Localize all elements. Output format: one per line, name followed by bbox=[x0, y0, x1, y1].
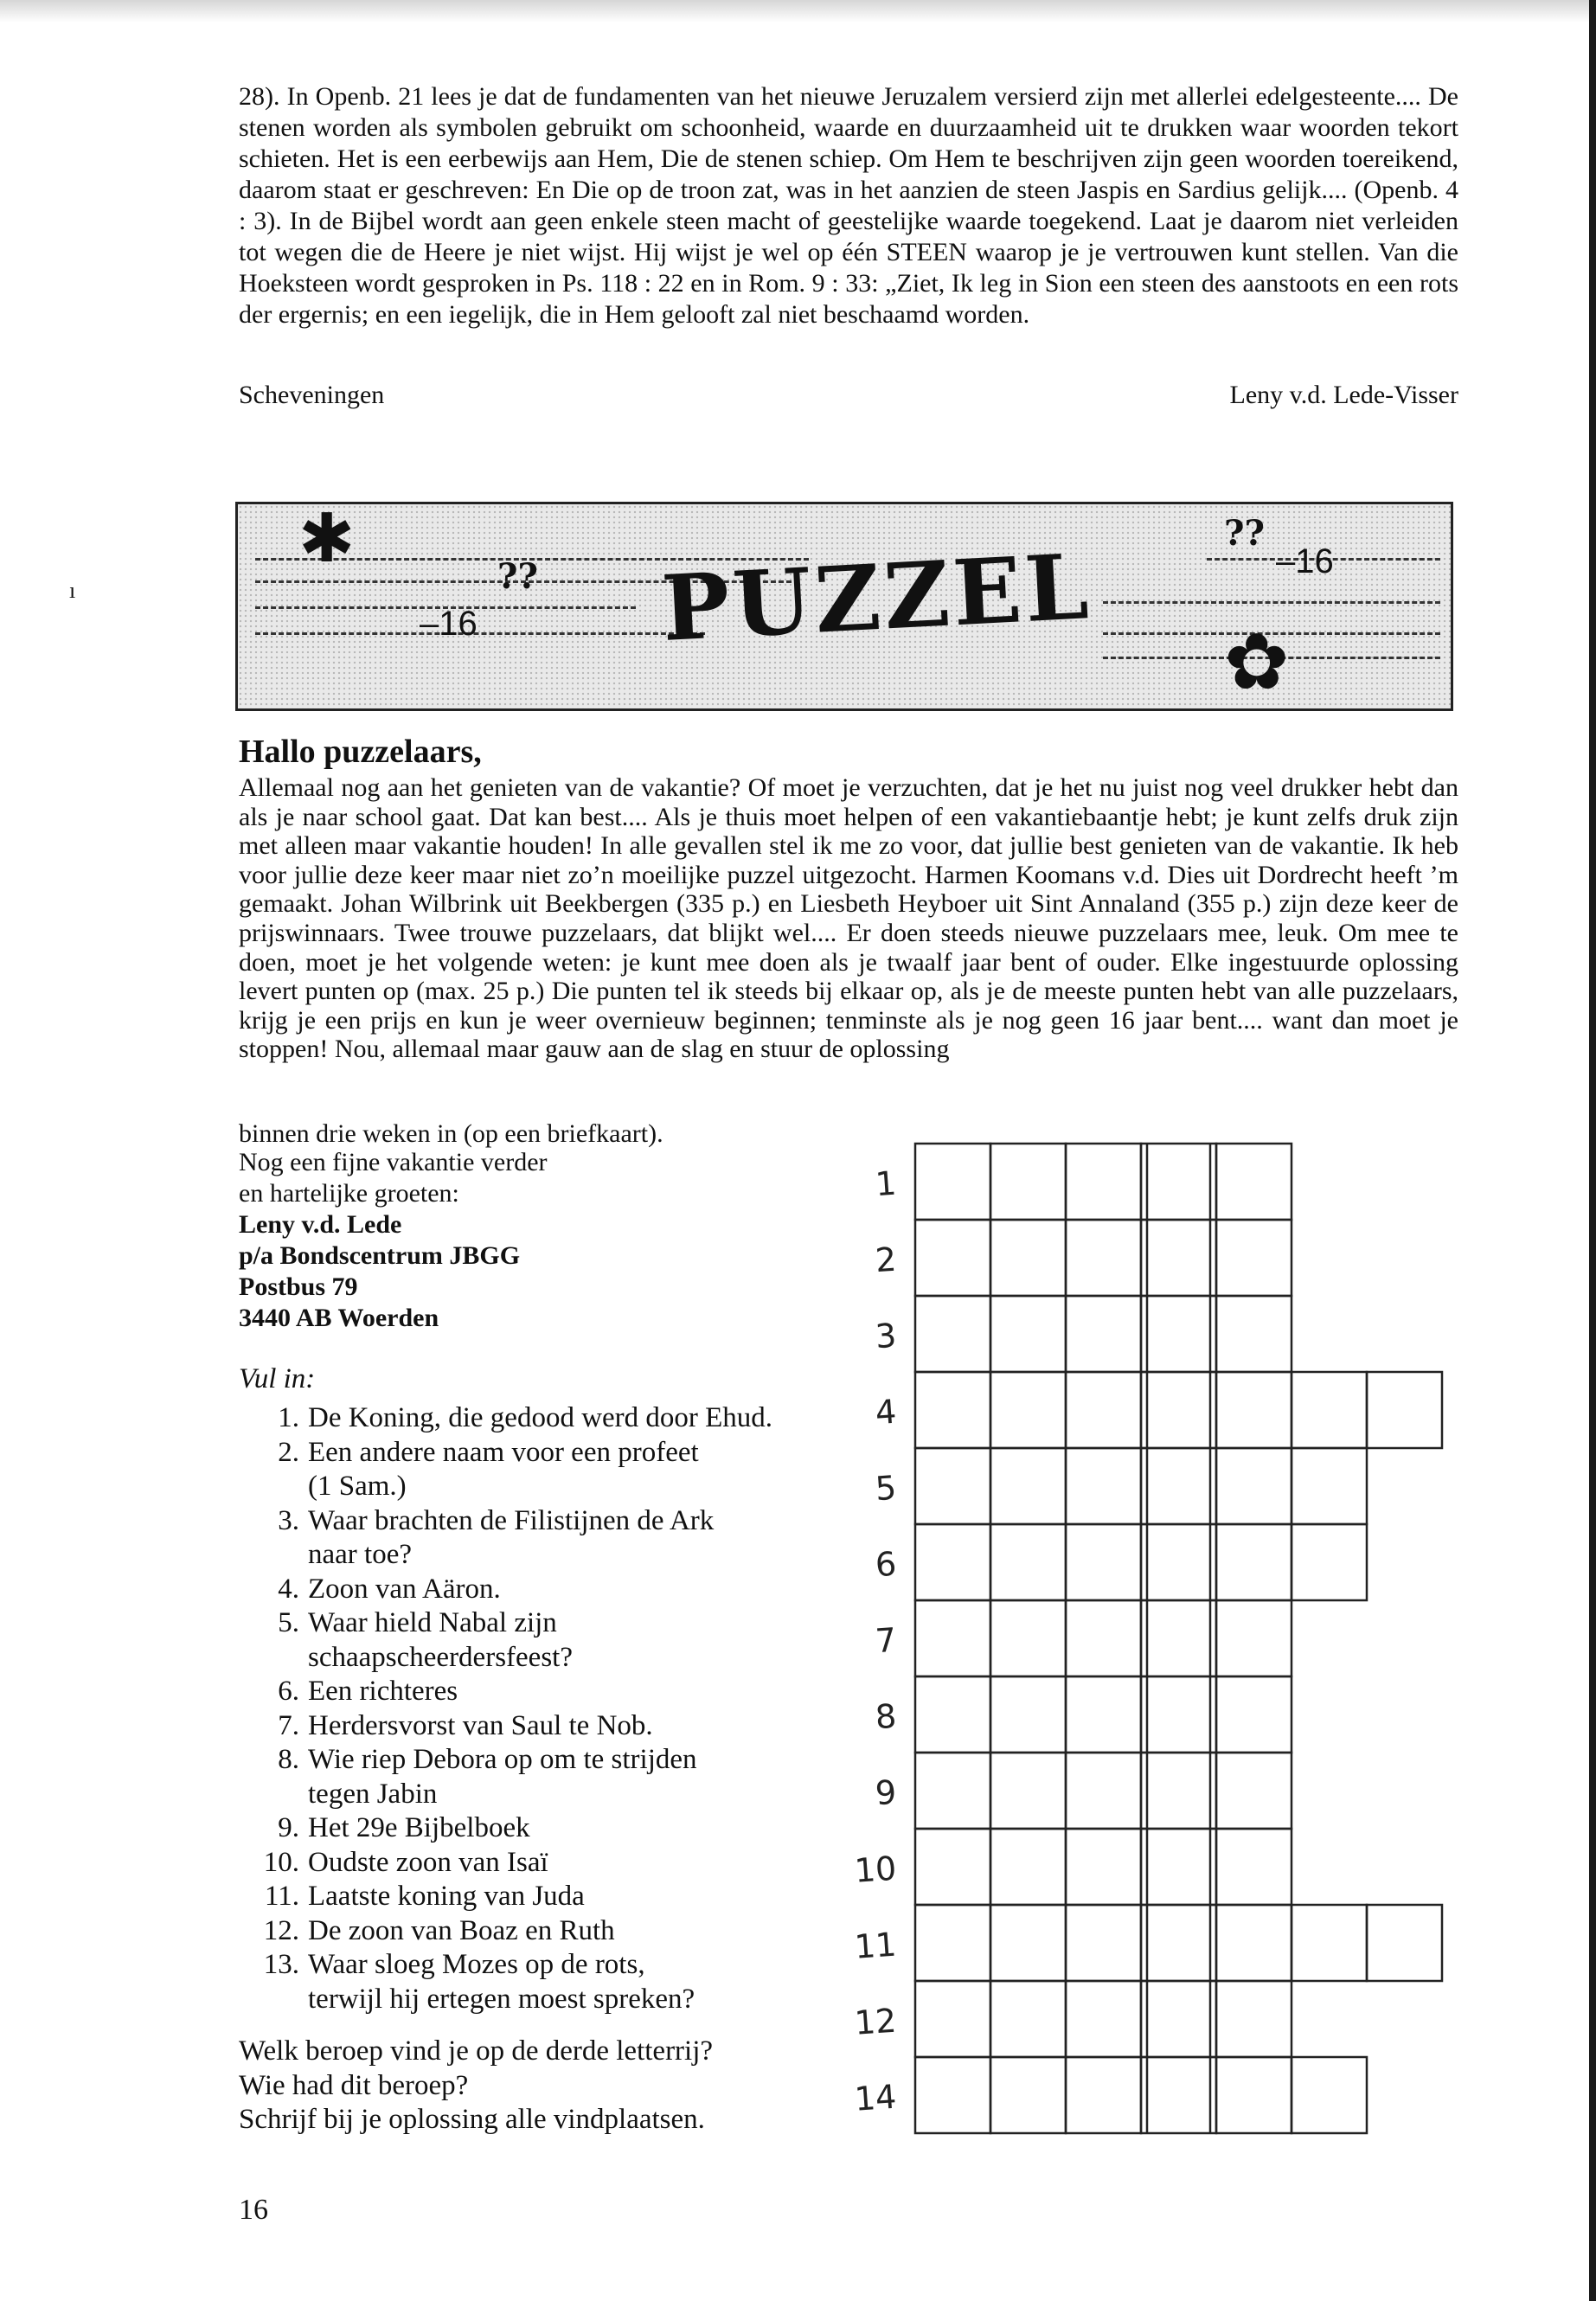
grid-cell bbox=[1141, 1905, 1216, 1981]
row-label: 8 bbox=[874, 1696, 898, 1737]
intro-paragraph: 28). In Openb. 21 lees je dat de fundamenten van het nieuwe Jeruzalem versierd zijn met allerlei edelgesteente.... De stenen worden als symbolen gebruikt om schoonheid, waarde en duurzaamheid uit te drukken waar woorden tekort schieten. Het is een eerbewijs aan Hem, Die de stenen schiep. Om Hem te beschrijven zijn geen woorden toereikend, daarom staat er geschreven: En Die op de troon zat, was in het aanzien de steen Jaspis en Sardius gelijk.... (Openb. 4 : 3). In de Bijbel wordt aan geen enkele steen macht of geestelijke waarde toegekend. Laat je daarom niet verleiden tot wegen die de Heere je niet wijst. Hij wijst je wel op één STEEN waarop je je vertrouwen kunt stellen. Van die Hoeksteen wordt gesproken in Ps. 118 : 22 en in Rom. 9 : 33: „Ziet, Ik leg in Sion een steen des aanstoots en een rots der ergernis; en een iegelijk, die in Hem gelooft zal niet beschaamd worden. bbox=[239, 82, 1458, 329]
grid-cell bbox=[1292, 1905, 1367, 1981]
grid-cell bbox=[915, 1829, 990, 1905]
clue-number: 10. bbox=[263, 1846, 299, 1878]
grid-cell bbox=[1141, 1981, 1216, 2057]
clue-text-line: Een andere naam voor een profeet bbox=[308, 1436, 699, 1468]
grid-cell bbox=[1216, 1296, 1292, 1372]
grid-cell bbox=[990, 1600, 1066, 1676]
grid-cell bbox=[1141, 1676, 1216, 1753]
grid-cell bbox=[1216, 1676, 1292, 1753]
clue-text-line: Het 29e Bijbelboek bbox=[308, 1812, 530, 1843]
grid-cell bbox=[915, 1220, 990, 1296]
grid-cell bbox=[1216, 1524, 1292, 1600]
clue-text-line: Waar brachten de Filistijnen de Ark bbox=[308, 1504, 715, 1536]
grid-cell bbox=[1292, 1448, 1367, 1524]
clue-text-line: Zoon van Aäron. bbox=[308, 1573, 501, 1605]
banner-question-marks-right: ?? bbox=[1224, 513, 1265, 554]
grid-cell bbox=[915, 1676, 990, 1753]
letter-text: Allemaal nog aan het genieten van de vakantie? Of moet je verzuchten, dat je het nu juist nog veel drukker hebt dan als je naar school gaat. Dat kan best.... Als je thuis moet helpen of een vakantiebaantje hebt; je kunt zelfs druk zijn met alleen maar vakantie houden! In alle gevallen stel ik me zo voor, dat jullie best genieten van de vakantie. Ik heb voor jullie deze keer maar niet zo’n moeilijke puzzel uitgezocht. Harmen Koomans v.d. Dies uit Dordrecht heeft ’m gemaakt. Johan Wilbrink uit Beekbergen (335 p.) en Liesbeth Heyboer uit Sint Annaland (355 p.) zijn deze keer de prijswinnaars. Twee trouwe puzzelaars, dat blijkt wel.... Er doen steeds nieuwe puzzelaars mee, leuk. Om mee te doen, moet je het volgende weten: je kunt mee doen als je twaalf jaar bent of ouder. Elke ingestuurde oplossing levert punten op (max. 25 p.) Die punten tel ik steeds bij elkaar op, als je de meeste punten hebt van alle puzzelaars, krijg je een prijs en kun je weer overnieuw beginnen; tenminste als je nog geen 16 jaar bent.... want dan moet je stoppen! Nou, allemaal maar gauw aan de slag en stuur de oplossing bbox=[239, 773, 1458, 1064]
grid-cell bbox=[990, 1220, 1066, 1296]
clue-text-line: terwijl hij ertegen moest spreken? bbox=[308, 1983, 695, 2015]
clue-text-line: Wie riep Debora op om te strijden bbox=[308, 1744, 697, 1775]
grid-cell bbox=[1066, 1296, 1141, 1372]
address-line: 3440 AB Woerden bbox=[239, 1304, 439, 1332]
clue-number: 11. bbox=[264, 1881, 299, 1912]
grid-cell bbox=[990, 1524, 1066, 1600]
grid-cell bbox=[990, 1448, 1066, 1524]
question-line: Schrijf bij je oplossing alle vindplaatsen. bbox=[239, 2104, 705, 2135]
clue-text-line: Herdersvorst van Saul te Nob. bbox=[308, 1709, 653, 1741]
clue-text-line: De Koning, die gedood werd door Ehud. bbox=[308, 1402, 773, 1433]
address-line: Postbus 79 bbox=[239, 1272, 358, 1301]
clue-text-line: naar toe? bbox=[308, 1539, 412, 1570]
grid-cell bbox=[1141, 1524, 1216, 1600]
banner-title: PUZZEL bbox=[659, 533, 1094, 662]
clue-number: 13. bbox=[263, 1949, 299, 1980]
grid-cell bbox=[1141, 1753, 1216, 1829]
grid-cell bbox=[990, 1753, 1066, 1829]
clue-text-line: De zoon van Boaz en Ruth bbox=[308, 1914, 615, 1946]
grid-cell bbox=[1141, 1600, 1216, 1676]
row-label: 4 bbox=[874, 1392, 898, 1433]
grid-cell bbox=[1066, 1220, 1141, 1296]
grid-cell bbox=[1292, 1524, 1367, 1600]
clue-number: 5. bbox=[278, 1607, 299, 1638]
grid-cell bbox=[1066, 1829, 1141, 1905]
banner-number-right: –16 bbox=[1276, 542, 1334, 580]
margin-mark: ı bbox=[69, 578, 76, 603]
intro-place: Scheveningen bbox=[239, 381, 385, 409]
grid-cell bbox=[1066, 1676, 1141, 1753]
clue-text-line: tegen Jabin bbox=[308, 1778, 438, 1810]
closing-line: en hartelijke groeten: bbox=[239, 1179, 459, 1208]
grid-cell bbox=[915, 1372, 990, 1448]
grid-cell bbox=[1066, 1144, 1141, 1220]
grid-cell bbox=[915, 1524, 990, 1600]
row-label: 11 bbox=[853, 1925, 898, 1966]
clue-number: 4. bbox=[278, 1573, 299, 1605]
grid-cell bbox=[1066, 1981, 1141, 2057]
grid-cell bbox=[915, 1296, 990, 1372]
clue-text-line: Waar sloeg Mozes op de rots, bbox=[308, 1949, 645, 1980]
grid-cell bbox=[1066, 1905, 1141, 1981]
star-icon: ✱ bbox=[298, 502, 356, 576]
clue-number: 12. bbox=[263, 1914, 299, 1946]
clue-number: 6. bbox=[278, 1676, 299, 1707]
address-line: p/a Bondscentrum JBGG bbox=[239, 1241, 521, 1270]
question-line: Welk beroep vind je op de derde letterrij? bbox=[239, 2035, 714, 2067]
grid-cell bbox=[1367, 1905, 1442, 1981]
grid-cell bbox=[990, 1372, 1066, 1448]
grid-cell bbox=[915, 1144, 990, 1220]
row-label: 10 bbox=[853, 1849, 898, 1890]
intro-author: Leny v.d. Lede-Visser bbox=[1229, 381, 1458, 409]
clue-number: 9. bbox=[278, 1812, 299, 1843]
clue-text-line: Waar hield Nabal zijn bbox=[308, 1607, 557, 1638]
grid-cell bbox=[1066, 1448, 1141, 1524]
grid-cell bbox=[1066, 1753, 1141, 1829]
grid-cell bbox=[1141, 1829, 1216, 1905]
clue-number: 8. bbox=[278, 1744, 299, 1775]
grid-cell bbox=[1141, 2057, 1216, 2133]
grid-cell bbox=[915, 1753, 990, 1829]
row-label: 1 bbox=[874, 1163, 898, 1204]
grid-cell bbox=[990, 1296, 1066, 1372]
clue-number: 7. bbox=[278, 1709, 299, 1741]
row-label: 9 bbox=[874, 1772, 898, 1813]
clue-number: 3. bbox=[278, 1504, 299, 1536]
grid-cell bbox=[1141, 1220, 1216, 1296]
grid-cell bbox=[1216, 1144, 1292, 1220]
row-label: 6 bbox=[874, 1544, 898, 1585]
clue-text-line: Laatste koning van Juda bbox=[308, 1881, 585, 1912]
flower-icon: ✿ bbox=[1224, 619, 1290, 706]
grid-cell bbox=[1066, 1600, 1141, 1676]
clue-number: 2. bbox=[278, 1436, 299, 1468]
grid-cell bbox=[1216, 1372, 1292, 1448]
grid-cell bbox=[1216, 1981, 1292, 2057]
fill-in-heading: Vul in: bbox=[239, 1363, 316, 1394]
banner-number-left: –16 bbox=[420, 605, 478, 643]
clue-text-line: Oudste zoon van Isaï bbox=[308, 1846, 548, 1878]
grid-cell bbox=[1216, 1753, 1292, 1829]
grid-cell bbox=[1141, 1144, 1216, 1220]
closing-line: Nog een fijne vakantie verder bbox=[239, 1148, 548, 1176]
clue-number: 1. bbox=[278, 1402, 299, 1433]
grid-cell bbox=[1367, 1372, 1442, 1448]
row-label: 7 bbox=[874, 1620, 898, 1661]
grid-cell bbox=[990, 2057, 1066, 2133]
grid-cell bbox=[990, 1829, 1066, 1905]
row-label: 12 bbox=[853, 2001, 898, 2042]
grid-cell bbox=[1216, 1448, 1292, 1524]
grid-cell bbox=[990, 1144, 1066, 1220]
grid-cell bbox=[915, 1600, 990, 1676]
grid-cell bbox=[915, 1981, 990, 2057]
grid-cell bbox=[1216, 2057, 1292, 2133]
grid-cell bbox=[1141, 1372, 1216, 1448]
grid-cell bbox=[915, 2057, 990, 2133]
grid-cell bbox=[1292, 1372, 1367, 1448]
grid-cell bbox=[1066, 2057, 1141, 2133]
grid-cell bbox=[1141, 1448, 1216, 1524]
letter-last-line: binnen drie weken in (op een briefkaart). bbox=[239, 1119, 663, 1148]
clue-text-line: schaapscheerdersfeest? bbox=[308, 1641, 573, 1673]
clue-text-line: Een richteres bbox=[308, 1676, 458, 1707]
grid-cell bbox=[1141, 1296, 1216, 1372]
clue-text-line: (1 Sam.) bbox=[308, 1471, 407, 1502]
grid-cell bbox=[915, 1905, 990, 1981]
row-label: 2 bbox=[874, 1240, 898, 1280]
question-line: Wie had dit beroep? bbox=[239, 2069, 469, 2101]
row-label: 14 bbox=[853, 2077, 898, 2118]
grid-cell bbox=[990, 1905, 1066, 1981]
grid-cell bbox=[1292, 2057, 1367, 2133]
grid-cell bbox=[1216, 1220, 1292, 1296]
grid-cell bbox=[990, 1676, 1066, 1753]
grid-cell bbox=[1216, 1829, 1292, 1905]
banner-question-marks-left: ?? bbox=[497, 556, 538, 597]
grid-cell bbox=[990, 1981, 1066, 2057]
grid-cell bbox=[1066, 1372, 1141, 1448]
grid-cell bbox=[915, 1448, 990, 1524]
row-label: 5 bbox=[874, 1468, 898, 1509]
address-line: Leny v.d. Lede bbox=[239, 1210, 402, 1239]
grid-cell bbox=[1066, 1524, 1141, 1600]
page-number: 16 bbox=[239, 2194, 268, 2226]
grid-cell bbox=[1216, 1905, 1292, 1981]
row-label: 3 bbox=[874, 1316, 898, 1356]
letter-heading: Hallo puzzelaars, bbox=[239, 734, 482, 770]
grid-cell bbox=[1216, 1600, 1292, 1676]
